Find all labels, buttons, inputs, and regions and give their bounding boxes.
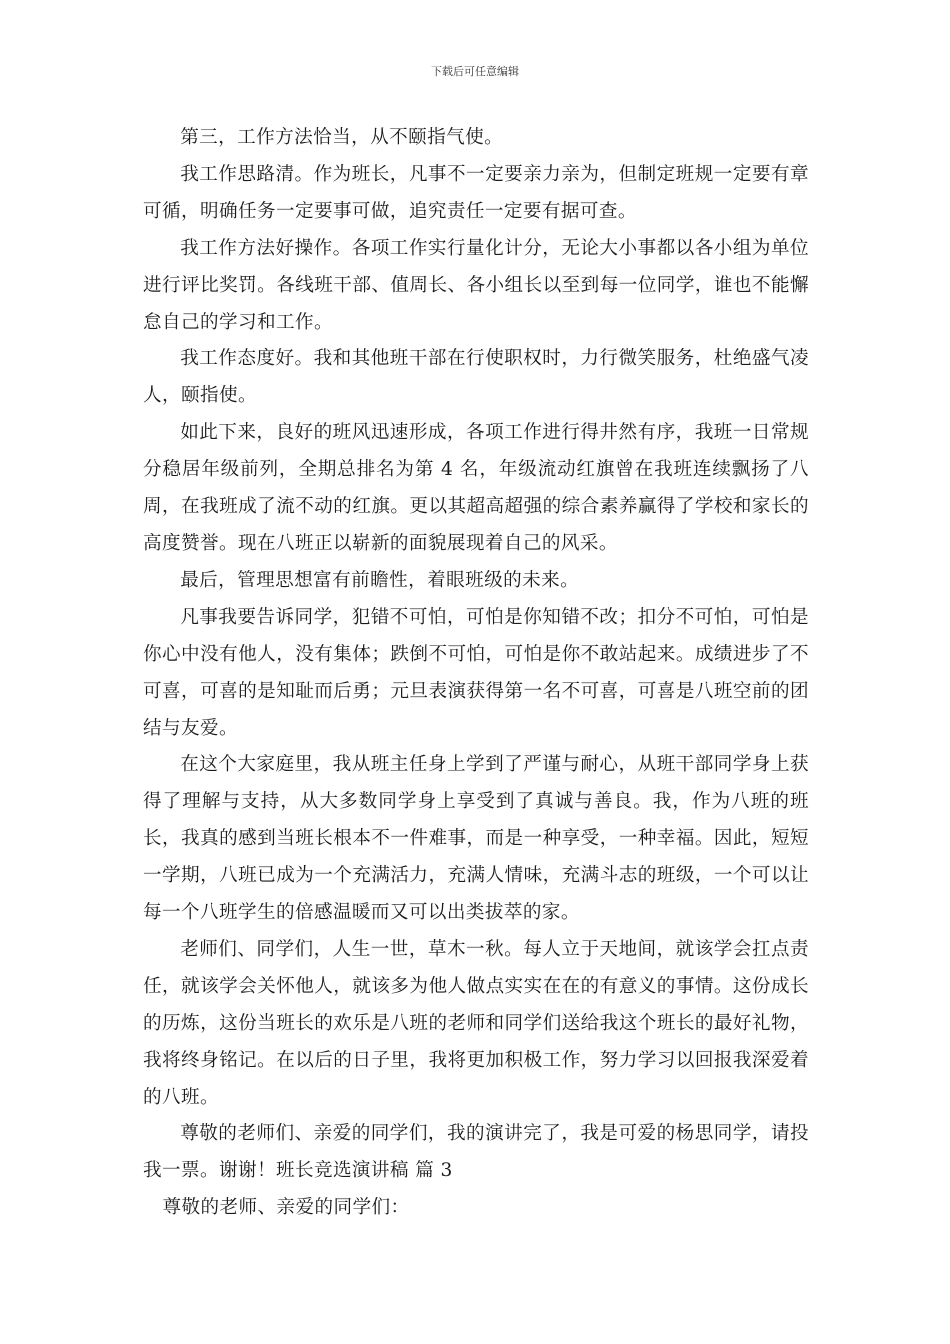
- document-body: [143, 120, 809, 1227]
- paragraph: 在这个大家庭里，我从班主任身上学到了严谨与耐心，从班干部同学身上获得了理解与支持，从大多数同学身上享受到了真诚与善良。我，作为八班的班长，我真的感到当班长根本不一件难事，而是一种享受，一种幸福。因此，短短一学期，八班已成为一个充满活力，充满人情味，充满斗志的班级，一个可以让每一个八班学生的倍感温暖而又可以出类拔萃的家。: [143, 754, 809, 924]
- paragraph: 我工作思路清。作为班长，凡事不一定要亲力亲为，但制定班规一定要有章可循，明确任务一定要事可做，追究责任一定要有据可查。: [143, 163, 809, 222]
- paragraph: 最后，管理思想富有前瞻性，着眼班级的未来。: [180, 569, 580, 591]
- page-header: 下载后可任意编辑: [431, 65, 519, 78]
- paragraph: 老师们、同学们，人生一世，草木一秋。每人立于天地间，就该学会扛点责任，就该学会关怀他人，就该多为他人做点实实在在的有意义的事情。这份成长的历炼，这份当班长的欢乐是八班的老师和同学们送给我这个班长的最好礼物，我将终身铭记。在以后的日子里，我将更加积极工作，努力学习以回报我深爱着的八班。: [143, 938, 809, 1108]
- paragraph: 尊敬的老师、亲爱的同学们：: [162, 1197, 410, 1219]
- paragraph: 尊敬的老师们、亲爱的同学们，我的演讲完了，我是可爱的杨思同学，请投我一票。谢谢！班长竞选演讲稿 篇 3: [143, 1123, 809, 1182]
- paragraph: 我工作方法好操作。各项工作实行量化计分，无论大小事都以各小组为单位进行评比奖罚。各线班干部、值周长、各小组长以至到每一位同学，谁也不能懈怠自己的学习和工作。: [143, 237, 809, 333]
- paragraph: 我工作态度好。我和其他班干部在行使职权时，力行微笑服务，杜绝盛气凌人，颐指使。: [143, 348, 809, 407]
- paragraph: 第三，工作方法恰当，从不颐指气使。: [180, 127, 504, 148]
- paragraph: 如此下来，良好的班风迅速形成，各项工作进行得井然有序，我班一日常规分稳居年级前列，全期总排名为第 4 名，年级流动红旗曾在我班连续飘扬了八周，在我班成了流不动的红旗。更以其超高超强的综合素养赢得了学校和家长的高度赞誉。现在八班正以崭新的面貌展现着自己的风采。: [143, 422, 809, 554]
- paragraph: 凡事我要告诉同学，犯错不可怕，可怕是你知错不改；扣分不可怕，可怕是你心中没有他人，没有集体；跌倒不可怕，可怕是你不敢站起来。成绩进步了不可喜，可喜的是知耻而后勇；元旦表演获得第一名不可喜，可喜是八班空前的团结与友爱。: [143, 606, 809, 739]
